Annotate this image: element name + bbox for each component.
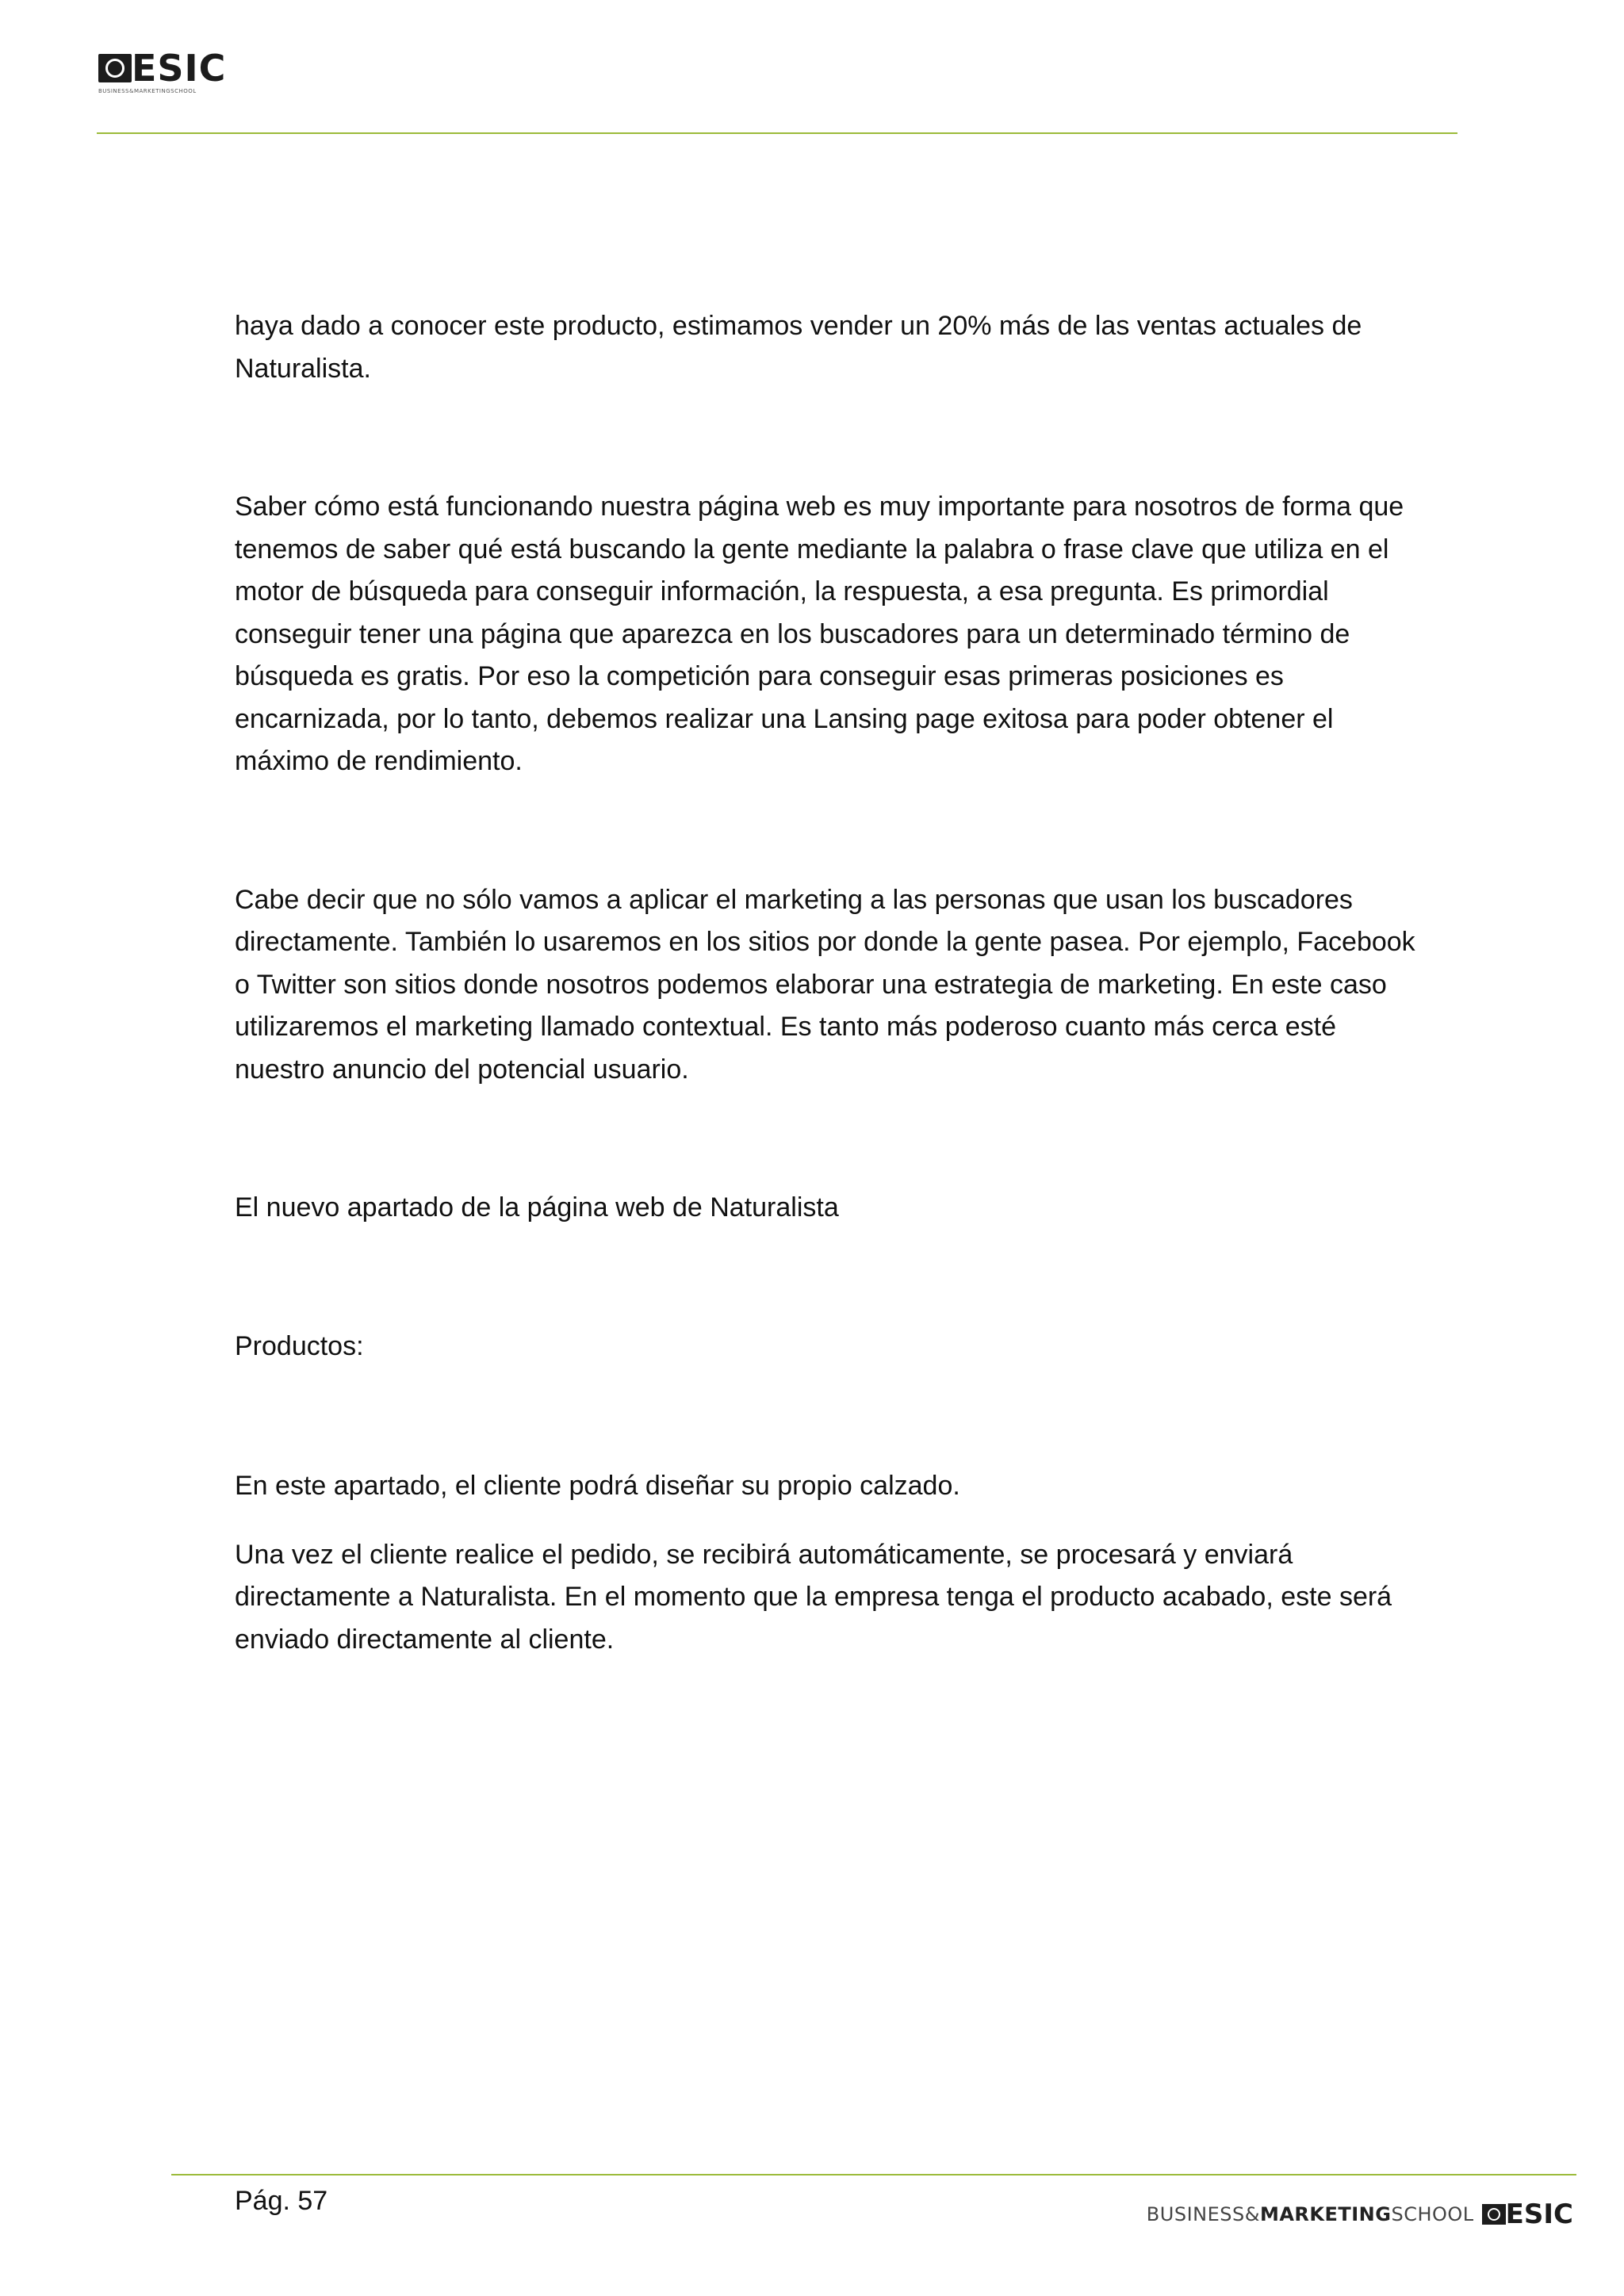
footer-brand-text	[1147, 2203, 1474, 2225]
brand-prefix: BUSINESS&	[1146, 2203, 1260, 2225]
logo-word: ESIC	[132, 47, 227, 90]
paragraph-3: Cabe decir que no sólo vamos a aplicar el marketing a las personas que usan los buscadores directamente. También lo usaremos en los sitios por donde la gente pasea. Por ejemplo, Facebook o Twitter son sitios donde nosotros podemos elaborar una estrategia de marketing. En este caso utilizaremos el marketing llamado contextual. Es tanto más poderoso cuanto más cerca esté nuestro anuncio del potencial usuario.	[235, 884, 1415, 1085]
footer-brand	[1146, 2198, 1573, 2230]
brand-bold: MARKETING	[1259, 2203, 1392, 2225]
esic-seal-icon	[98, 54, 132, 82]
paragraph-4: El nuevo apartado de la página web de Naturalista	[235, 1192, 839, 1223]
paragraph-5: Productos:	[235, 1330, 364, 1361]
footer-logo-word: ESIC	[1505, 2198, 1573, 2230]
paragraph-6: En este apartado, el cliente podrá diseñar su propio calzado.	[235, 1471, 960, 1501]
brand-suffix: SCHOOL	[1391, 2203, 1474, 2225]
esic-logo	[98, 47, 249, 101]
page-body	[235, 305, 1424, 1661]
paragraph-7: Una vez el cliente realice el pedido, se recibirá automáticamente, se procesará y enviará directamente a Naturalista. En el momento que la empresa tenga el producto acabado, este será enviado directamente al cliente.	[235, 1539, 1392, 1655]
paragraph-2: Saber cómo está funcionando nuestra página web es muy importante para nosotros de forma que tenemos de saber qué está buscando la gente mediante la palabra o frase clave que utiliza en el motor de búsqueda para conseguir información, la respuesta, a esa pregunta. Es primordial conseguir tener una página que aparezca en los buscadores para un determinado término de búsqueda es gratis. Por eso la competición para conseguir esas primeras posiciones es encarnizada, por lo tanto, debemos realizar una Lansing page exitosa para poder obtener el máximo de rendimiento.	[235, 492, 1404, 776]
footer-rule	[171, 2174, 1576, 2175]
header-rule	[97, 132, 1457, 134]
footer-seal-icon	[1482, 2204, 1506, 2225]
page-number: Pág. 57	[235, 2186, 328, 2216]
paragraph-1: haya dado a conocer este producto, estimamos vender un 20% más de las ventas actuales de Naturalista.	[235, 311, 1362, 384]
logo-tagline: BUSINESS&MARKETINGSCHOOL	[98, 88, 197, 94]
